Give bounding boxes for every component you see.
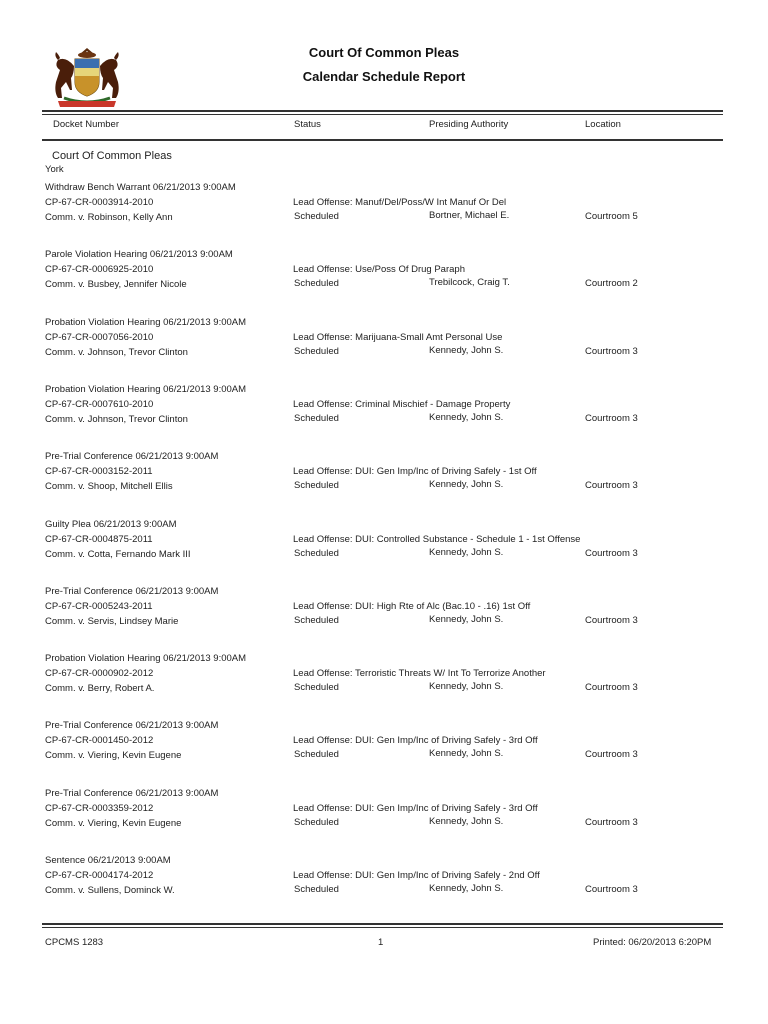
case-caption: Comm. v. Shoop, Mitchell Ellis (45, 481, 173, 493)
entry-status: Scheduled (294, 614, 339, 626)
footer-rule-thin (42, 927, 723, 928)
courtroom-location: Courtroom 3 (585, 547, 638, 559)
footer-rule (42, 923, 723, 925)
entry-title: Pre-Trial Conference 06/21/2013 9:00AM (45, 720, 219, 732)
calendar-entry (0, 317, 768, 377)
case-caption: Comm. v. Sullens, Dominck W. (45, 885, 175, 896)
docket-number: CP-67-CR-0003152-2011 (45, 466, 153, 478)
entry-title: Sentence 06/21/2013 9:00AM (45, 855, 171, 866)
lead-offense: Lead Offense: Marijuana-Small Amt Personal Use (293, 331, 503, 343)
case-caption: Comm. v. Viering, Kevin Eugene (45, 817, 182, 829)
docket-number: CP-67-CR-0000902-2012 (45, 668, 154, 680)
calendar-entry (0, 182, 768, 242)
column-header-docket: Docket Number (53, 119, 119, 130)
courtroom-location: Courtroom 3 (585, 412, 638, 424)
presiding-authority: Kennedy, John S. (429, 344, 504, 356)
presiding-authority: Trebilcock, Craig T. (429, 277, 510, 289)
calendar-entry (0, 451, 768, 511)
docket-number: CP-67-CR-0003914-2010 (45, 197, 154, 208)
docket-number: CP-67-CR-0006925-2010 (45, 264, 154, 276)
lead-offense: Lead Offense: Use/Poss Of Drug Paraph (293, 264, 465, 276)
court-county: York (45, 164, 64, 175)
case-caption: Comm. v. Robinson, Kelly Ann (45, 212, 173, 223)
case-caption: Comm. v. Johnson, Trevor Clinton (45, 346, 188, 358)
presiding-authority: Kennedy, John S. (429, 479, 504, 491)
lead-offense: Lead Offense: Criminal Mischief - Damage Property (293, 398, 511, 410)
presiding-authority: Kennedy, John S. (429, 883, 504, 894)
entry-status: Scheduled (294, 480, 339, 492)
entry-status: Scheduled (294, 749, 339, 761)
courtroom-location: Courtroom 3 (585, 749, 638, 761)
header-top-rule-thin (42, 114, 723, 115)
case-caption: Comm. v. Cotta, Fernando Mark III (45, 548, 191, 560)
entry-title: Probation Violation Hearing 06/21/2013 9:00AM (45, 653, 247, 665)
court-section-heading: Court Of Common Pleas (52, 150, 172, 162)
entry-title: Guilty Plea 06/21/2013 9:00AM (45, 518, 177, 530)
entry-status: Scheduled (294, 412, 339, 424)
presiding-authority: Kennedy, John S. (429, 546, 504, 558)
courtroom-location: Courtroom 3 (585, 884, 638, 895)
entry-title: Pre-Trial Conference 06/21/2013 9:00AM (45, 451, 219, 463)
courtroom-location: Courtroom 3 (585, 614, 638, 626)
courtroom-location: Courtroom 3 (585, 816, 638, 828)
docket-number: CP-67-CR-0004875-2011 (45, 533, 153, 545)
case-caption: Comm. v. Johnson, Trevor Clinton (45, 413, 188, 425)
entry-title: Withdraw Bench Warrant 06/21/2013 9:00AM (45, 182, 236, 193)
lead-offense: Lead Offense: DUI: Gen Imp/Inc of Driving Safely - 3rd Off (293, 735, 538, 747)
presiding-authority: Kennedy, John S. (429, 748, 504, 760)
entry-title: Pre-Trial Conference 06/21/2013 9:00AM (45, 787, 219, 799)
entry-status: Scheduled (294, 211, 339, 222)
lead-offense: Lead Offense: DUI: High Rte of Alc (Bac.10 - .16) 1st Off (293, 600, 531, 612)
report-title: Court Of Common Pleas (308, 45, 460, 60)
courtroom-location: Courtroom 3 (585, 480, 638, 492)
docket-number: CP-67-CR-0004174-2012 (45, 870, 154, 881)
entry-status: Scheduled (294, 816, 339, 828)
presiding-authority: Kennedy, John S. (429, 681, 504, 693)
report-subtitle: Calendar Schedule Report (302, 69, 466, 84)
entry-title: Parole Violation Hearing 06/21/2013 9:00AM (45, 249, 233, 261)
courtroom-location: Courtroom 3 (585, 682, 638, 694)
entry-title: Probation Violation Hearing 06/21/2013 9:00AM (45, 316, 247, 328)
lead-offense: Lead Offense: DUI: Controlled Substance - Schedule 1 - 1st Offense (293, 533, 581, 545)
docket-number: CP-67-CR-0007056-2010 (45, 331, 154, 343)
header-top-rule (42, 110, 723, 112)
docket-number: CP-67-CR-0005243-2011 (45, 600, 153, 612)
form-id: CPCMS 1283 (45, 937, 104, 948)
case-caption: Comm. v. Servis, Lindsey Marie (45, 615, 179, 627)
calendar-entry (0, 788, 768, 848)
lead-offense: Lead Offense: DUI: Gen Imp/Inc of Driving Safely - 3rd Off (293, 802, 538, 814)
courtroom-location: Courtroom 5 (585, 211, 638, 222)
presiding-authority: Kennedy, John S. (429, 411, 504, 423)
docket-number: CP-67-CR-0007610-2010 (45, 398, 154, 410)
lead-offense: Lead Offense: DUI: Gen Imp/Inc of Driving Safely - 2nd Off (293, 870, 540, 881)
printed-timestamp: Printed: 06/20/2013 6:20PM (593, 937, 712, 948)
header-bottom-rule (42, 139, 723, 141)
column-header-status: Status (294, 119, 321, 130)
entry-status: Scheduled (294, 278, 339, 290)
presiding-authority: Kennedy, John S. (429, 613, 504, 625)
calendar-entry (0, 519, 768, 579)
entry-title: Pre-Trial Conference 06/21/2013 9:00AM (45, 585, 219, 597)
presiding-authority: Kennedy, John S. (429, 815, 504, 827)
presiding-authority: Bortner, Michael E. (429, 210, 510, 221)
entry-status: Scheduled (294, 884, 339, 895)
calendar-entry (0, 720, 768, 780)
calendar-entry (0, 653, 768, 713)
column-header-location: Location (585, 119, 621, 130)
entry-title: Probation Violation Hearing 06/21/2013 9:00AM (45, 383, 247, 395)
courtroom-location: Courtroom 3 (585, 345, 638, 357)
calendar-entry (0, 249, 768, 309)
column-header-authority: Presiding Authority (429, 119, 509, 130)
lead-offense: Lead Offense: Manuf/Del/Poss/W Int Manuf Or Del (293, 197, 507, 208)
calendar-entry (0, 384, 768, 444)
case-caption: Comm. v. Viering, Kevin Eugene (45, 750, 182, 762)
entry-status: Scheduled (294, 345, 339, 357)
lead-offense: Lead Offense: Terroristic Threats W/ Int To Terrorize Another (293, 668, 546, 680)
entry-status: Scheduled (294, 682, 339, 694)
case-caption: Comm. v. Busbey, Jennifer Nicole (45, 279, 187, 291)
docket-number: CP-67-CR-0001450-2012 (45, 735, 154, 747)
docket-number: CP-67-CR-0003359-2012 (45, 802, 154, 814)
lead-offense: Lead Offense: DUI: Gen Imp/Inc of Driving Safely - 1st Off (293, 466, 537, 478)
entry-status: Scheduled (294, 547, 339, 559)
page-number: 1 (378, 937, 384, 948)
case-caption: Comm. v. Berry, Robert A. (45, 683, 155, 695)
courtroom-location: Courtroom 2 (585, 278, 638, 290)
calendar-entry (0, 855, 768, 915)
calendar-entry (0, 586, 768, 646)
